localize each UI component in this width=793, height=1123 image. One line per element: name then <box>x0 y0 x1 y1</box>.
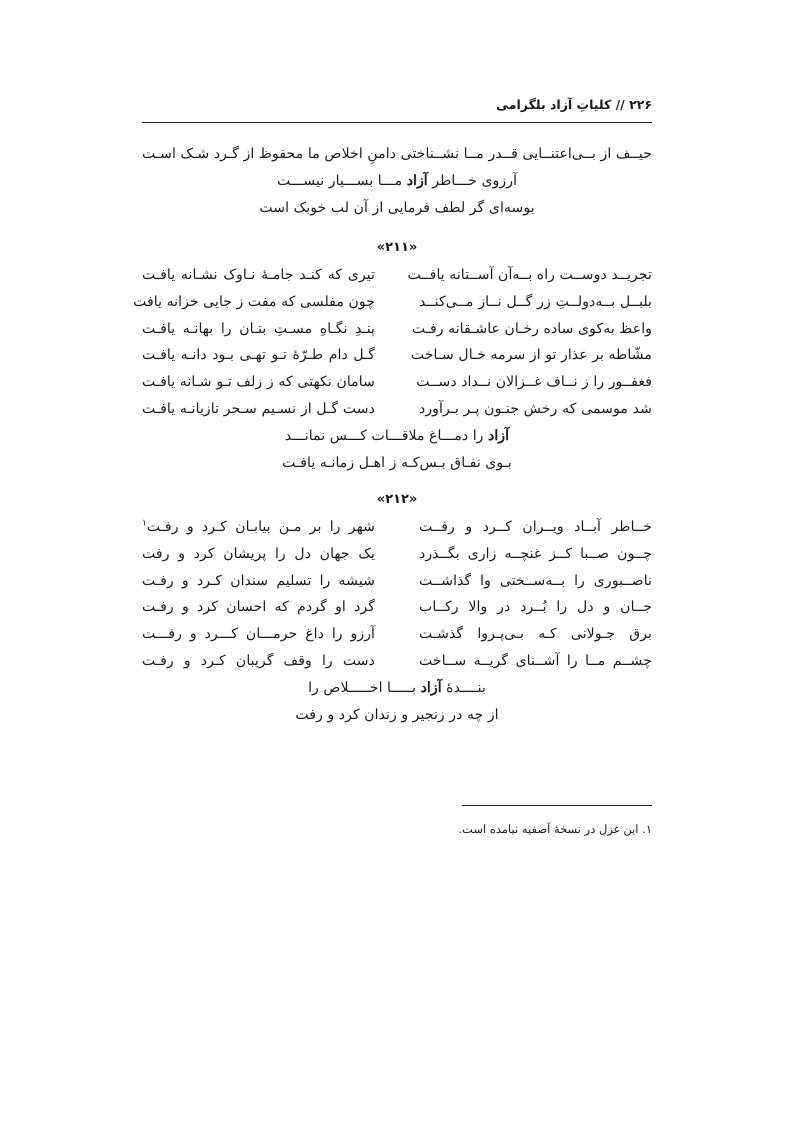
couplet <box>142 342 652 369</box>
hemistich-right: شد موسمی که رخش جنـون پـر بـرآورد <box>419 400 652 417</box>
couplet <box>142 541 652 568</box>
hemistich-left: گرد او گردم که احسان کرد و رفـت <box>142 599 375 616</box>
couplet <box>142 568 652 595</box>
closing-verse: بـوی نفـاق بـس‌کـه ز اهـل زمانـه یافـت <box>282 454 512 471</box>
poem-212 <box>142 486 652 728</box>
hemistich-right: برق جـولانی کـه بـی‌پـروا گذشـت <box>419 626 652 643</box>
poet-name: آزاد <box>420 679 442 696</box>
hemistich-left: چون مفلسی که مفت ز جایی خزانه یافت <box>133 293 375 310</box>
hemistich-right: تجریــد دوســت راه بــه‌آن آســتانه یافــت <box>407 267 652 283</box>
verse-line: آرزوی خـــاطر آزاد مـــا بســـیار نیســـت <box>276 172 518 189</box>
footnote: ۱. این غزل در نسخهٔ آصفیه نیامده است. <box>458 822 652 836</box>
hemistich-left: تیری که کنـد جامـهٔ نـاوک نشـانه یافـت <box>142 267 375 283</box>
hemistich-right: واعظ به‌کوی ساده رخـان عاشـقانه رفـت <box>411 320 652 337</box>
couplet <box>142 621 652 648</box>
closing-verse: بنــــدهٔ آزاد بـــــا اخـــــلاص را <box>308 679 486 696</box>
hemistich-left: دست گـل از نسـیم سـحر تازیانـه یافـت <box>142 400 375 417</box>
hemistich-right: چــون صــبا کــز غنچــه زاری بگــذرد <box>419 545 652 562</box>
hemistich-left: یک جهان دل را پریشان کرد و رفت <box>142 545 375 562</box>
hemistich-left: شهر را بر مـن بیابـان کـرد و رفـت$^۱$ <box>142 518 375 535</box>
running-header: ۲۲۶ // کلیاتِ آزاد بلگرامی <box>142 92 652 123</box>
hemistich-right: خــاطر آبــاد ویــران کــرد و رفــت <box>419 519 652 535</box>
couplet <box>142 514 652 541</box>
couplet <box>142 594 652 621</box>
hemistich-right: فغفــور را ز نــاف غــزالان نــداد دســت <box>416 374 652 391</box>
hemistich-left: آرزو را داغ حرمـــان کـــرد و رفـــت <box>142 626 375 643</box>
verse-line: بوسه‌ای گر لطف فرمایی از آن لب خوبک است <box>259 199 535 216</box>
poem-number: «۲۱۲» <box>376 492 418 507</box>
hemistich-left: شیشه را تسلیم سندان کـرد و رفـت <box>142 572 375 589</box>
hemistich-left: دست را وقف گریبان کـرد و رفـت <box>142 652 375 669</box>
couplet <box>142 316 652 343</box>
poet-name: آزاد <box>488 427 510 444</box>
hemistich-left: گـل دام طـرّهٔ تـو تهـی بـود دانـه یافـت <box>142 347 375 364</box>
verse-line: حیــف از بــی‌اعتنــایی قــدر مــا نشــناختی دامنِ اخلاص ما محفوظ از گـرد شـک اسـت <box>142 146 652 162</box>
poet-name: آزاد <box>406 172 428 189</box>
poem-number: «۲۱۱» <box>376 240 418 255</box>
hemistich-right: چشــم مــا را آشــنای گریــه ســاخت <box>419 652 652 669</box>
couplet <box>142 369 652 396</box>
couplet <box>142 648 652 675</box>
hemistich-right: جــان و دل را بُــرد در والا رکــاب <box>419 599 652 616</box>
hemistich-right: مشّاطه بر عذار تو از سرمه خـال سـاخت <box>410 347 652 364</box>
couplet <box>142 262 652 289</box>
hemistich-right: ناصــبوری را بــه‌ســختی وا گذاشــت <box>419 572 652 589</box>
couplet <box>133 289 652 316</box>
footnote-marker: ۱ <box>142 518 147 529</box>
couplet <box>142 396 652 423</box>
footnote-divider <box>462 805 652 806</box>
closing-verse: آزاد را دمـــاغ ملاقـــات کـــس نمانـــد <box>284 427 510 444</box>
hemistich-right: بلبــل بــه‌دولــتِ زر گــل نــاز مــی‌کنــد <box>419 293 652 310</box>
poem-211 <box>133 234 652 476</box>
intro-verses <box>142 141 652 221</box>
hemistich-left: سامان نکهتی که ز زلف تـو شـانه یافـت <box>142 374 375 391</box>
hemistich-left: پنـدِ نگـاهِ مسـتِ بتـان را بهانـه یافـت <box>142 320 375 337</box>
closing-verse: از چه در زنجیر و زندان کرد و رفت <box>295 706 499 723</box>
